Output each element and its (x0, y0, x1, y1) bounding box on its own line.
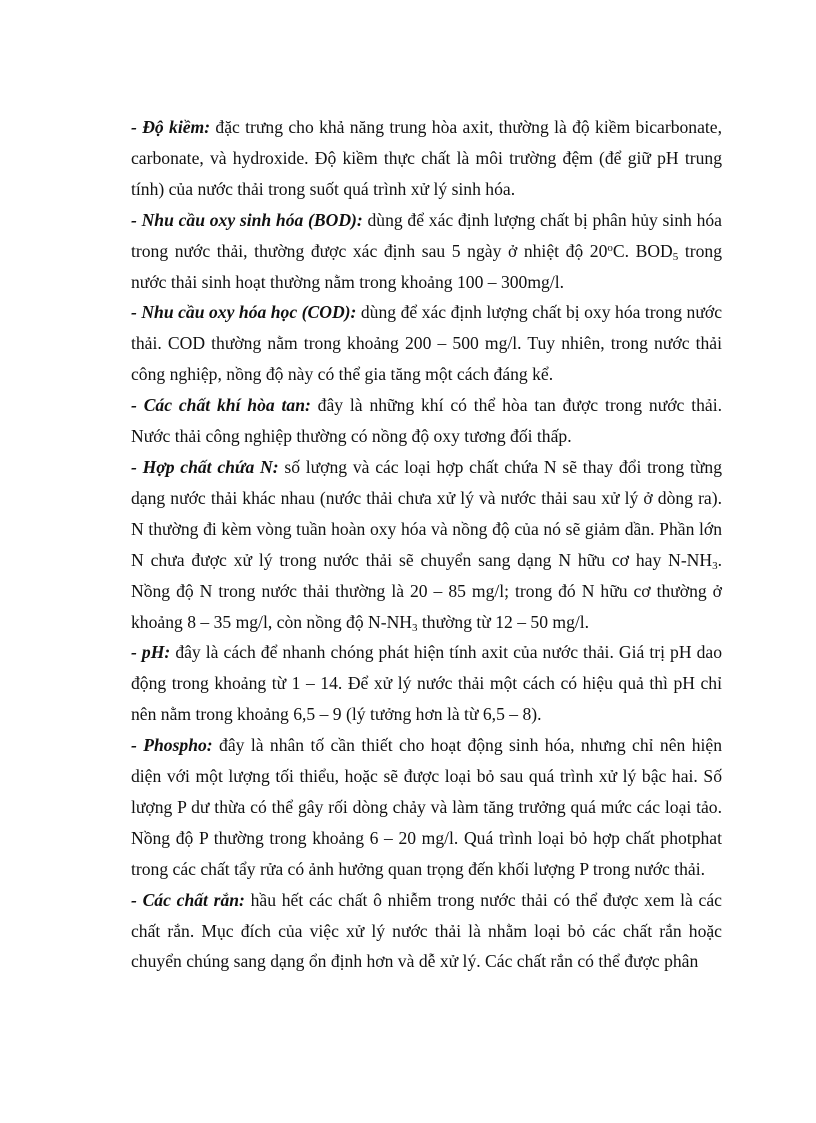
paragraph-text: đây là nhân tố cần thiết cho hoạt động sinh hóa, nhưng chỉ nên hiện diện với một lượng tối thiểu, hoặc sẽ được loại bỏ sau quá trình xử lý bậc hai. Số lượng P dư thừa có thể gây rối dòng chảy và làm tăng trưởng quá mức các loại tảo. Nồng độ P thường trong khoảng 6 – 20 mg/l. Quá trình loại bỏ hợp chất photphat trong các chất tẩy rửa có ảnh hưởng quan trọng đến khối lượng P trong nước thải. (131, 735, 722, 879)
paragraph-term: - Nhu cầu oxy sinh hóa (BOD): (131, 209, 363, 230)
document-body (131, 112, 722, 977)
paragraph-term: - Các chất khí hòa tan: (131, 395, 311, 416)
paragraph-term: - Các chất rắn: (131, 889, 245, 910)
paragraph-text: số lượng và các loại hợp chất chứa N sẽ thay đổi trong từng dạng nước thải khác nhau (nước thải chưa xử lý và nước thải sau xử lý ở dòng ra). N thường đi kèm vòng tuần hoàn oxy hóa và nồng độ của nó sẽ giảm dần. Phần lớn N chưa được xử lý trong nước thải sẽ chuyển sang dạng N hữu cơ hay N-NH (131, 456, 722, 570)
superscript: o (607, 241, 613, 254)
paragraph-text: dùng để xác định lượng chất bị oxy hóa trong nước thải. COD thường nằm trong khoảng 200 – 500 mg/l. Tuy nhiên, trong nước thải công nghiệp, nồng độ này có thể gia tăng một cách đáng kể. (131, 302, 722, 385)
paragraph (131, 297, 722, 390)
paragraph-text: thường từ 12 – 50 mg/l. (417, 611, 590, 632)
paragraph-term: - Nhu cầu oxy hóa học (COD): (131, 302, 357, 323)
paragraph-text: . Nồng độ N trong nước thải thường là 20 – 85 mg/l; trong đó N hữu cơ thường ở khoảng 8 – 35 mg/l, còn nồng độ N-NH (131, 549, 722, 632)
paragraph-text: dùng để xác định lượng chất bị phân hủy sinh hóa trong nước thải, thường được xác định sau 5 ngày ở nhiệt độ 20 (131, 209, 722, 261)
paragraph (131, 885, 722, 978)
paragraph (131, 637, 722, 730)
subscript: 3 (412, 621, 418, 634)
paragraph-text: C. BOD (612, 240, 673, 261)
paragraph (131, 112, 722, 205)
paragraph-term: - pH: (131, 642, 171, 663)
paragraph-term: - Độ kiềm: (131, 117, 211, 137)
paragraph-text: trong nước thải sinh hoạt thường nằm trong khoảng 100 – 300mg/l. (131, 240, 722, 292)
subscript: 5 (672, 250, 679, 263)
paragraph-text: đây là những khí có thể hòa tan được trong nước thải. Nước thải công nghiệp thường có nồng độ oxy tương đối thấp. (131, 395, 722, 447)
paragraph-text: hầu hết các chất ô nhiễm trong nước thải có thể được xem là các chất rắn. Mục đích của việc xử lý nước thải là nhằm loại bỏ các chất rắn hoặc chuyển chúng sang dạng ổn định hơn và dễ xử lý. Các chất rắn có thể được phân (131, 889, 722, 972)
paragraph-term: - Hợp chất chứa N: (131, 456, 279, 477)
paragraph (131, 205, 722, 298)
paragraph (131, 390, 722, 452)
paragraph-term: - Phospho: (131, 735, 213, 756)
paragraph (131, 452, 722, 637)
paragraph (131, 730, 722, 885)
subscript: 3 (712, 559, 718, 572)
paragraph-text: đây là cách để nhanh chóng phát hiện tính axit của nước thải. Giá trị pH dao động trong khoảng từ 1 – 14. Để xử lý nước thải một cách có hiệu quả thì pH chỉ nên nằm trong khoảng 6,5 – 9 (lý tưởng hơn là từ 6,5 – 8). (131, 642, 722, 725)
paragraph-text: đặc trưng cho khả năng trung hòa axit, thường là độ kiềm bicarbonate, carbonate, và hydroxide. Độ kiềm thực chất là môi trường đệm (để giữ pH trung tính) của nước thải trong suốt quá trình xử lý sinh hóa. (131, 117, 722, 199)
